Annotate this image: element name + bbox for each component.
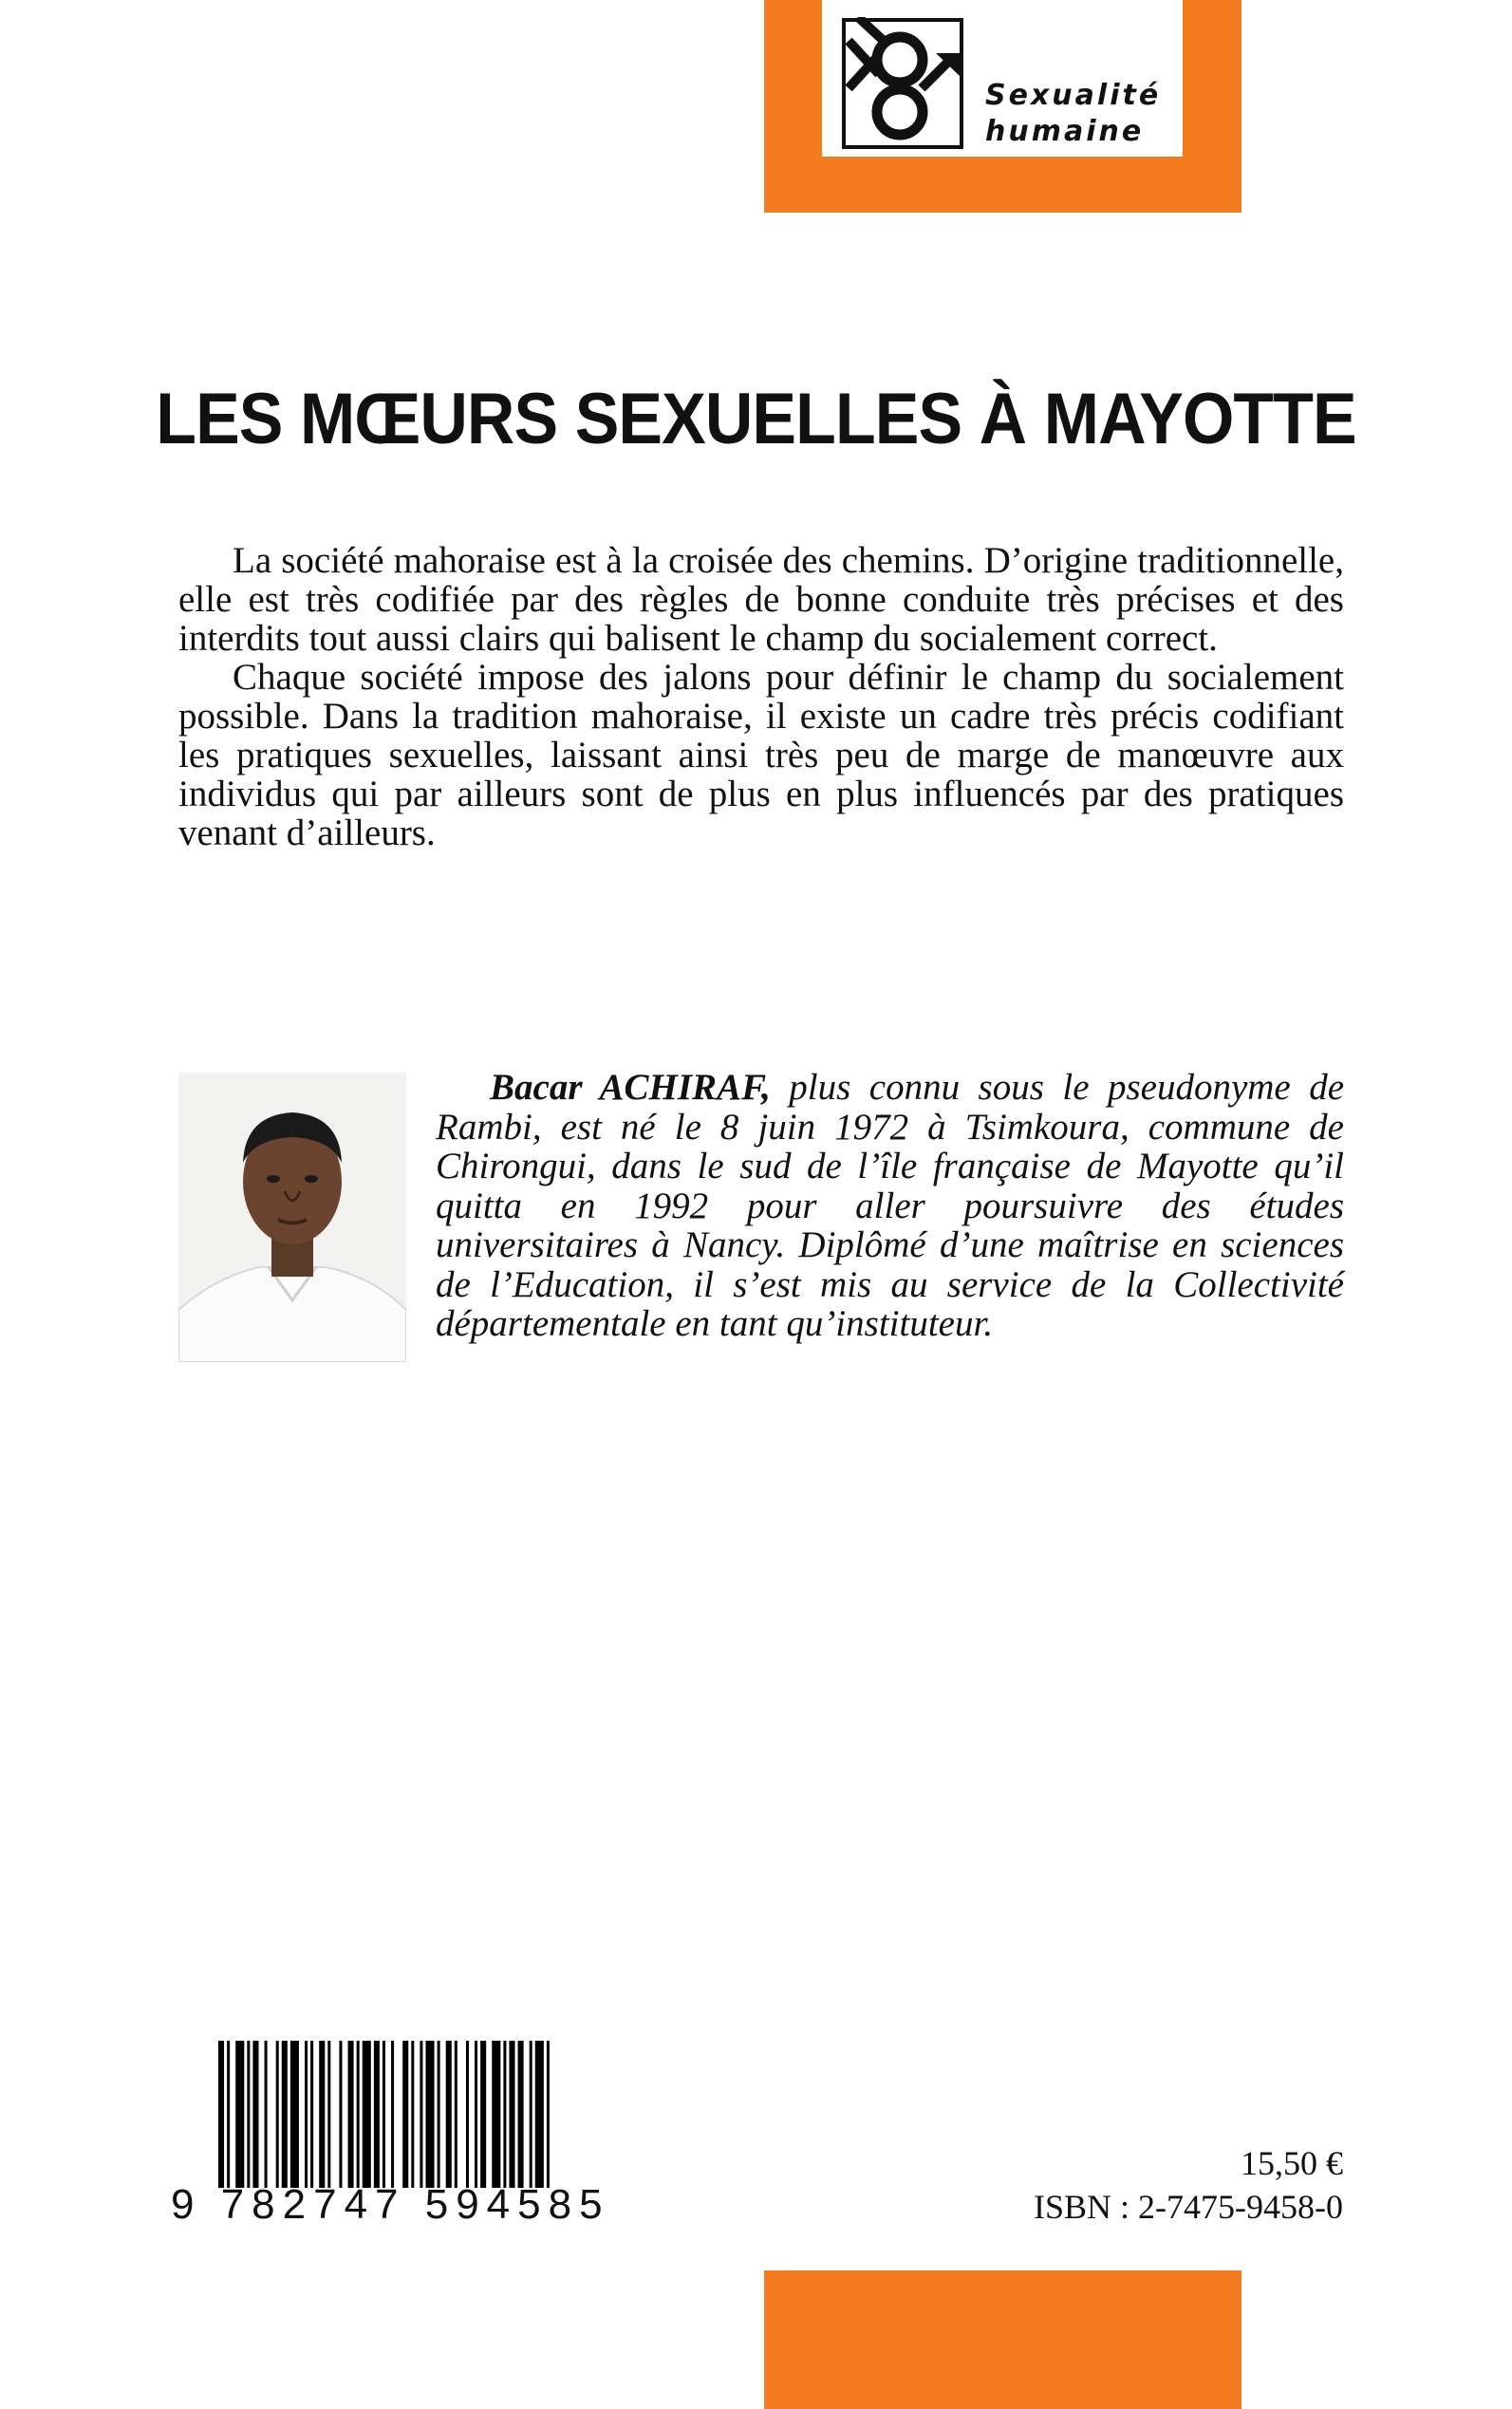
barcode-bar bbox=[547, 2041, 550, 2188]
blurb-paragraph-1: La société mahoraise est à la croisée des chemins. D’origine traditionnelle, elle est très codifiée par des règles de bonne conduite très précises et des interdits tout aussi clairs qui balisent le champ du socialement correct. bbox=[178, 540, 1344, 659]
barcode-bar bbox=[310, 2041, 313, 2188]
barcode-bar bbox=[227, 2041, 230, 2188]
barcode-digits: 9 782747 594585 bbox=[171, 2181, 610, 2228]
series-name-line-2: humaine bbox=[985, 115, 1145, 148]
series-name bbox=[985, 78, 1161, 150]
barcode-bar bbox=[319, 2041, 325, 2188]
barcode-bar bbox=[363, 2041, 371, 2188]
barcode-bar bbox=[218, 2041, 224, 2188]
barcode-bar bbox=[535, 2041, 544, 2188]
blurb-paragraph-2: Chaque société impose des jalons pour définir le champ du socialement possible. Dans la tradition mahoraise, il existe un cadre très précis codifiant les pratiques sexuelles, laissant ainsi très peu de marge de manœuvre aux individus qui par ailleurs sont de plus en plus influencés par des pratiques venant d’ailleurs. bbox=[178, 657, 1344, 853]
barcode-bar bbox=[348, 2041, 354, 2188]
barcode-bar bbox=[503, 2041, 506, 2188]
barcode-bar bbox=[466, 2041, 469, 2188]
barcode-bar bbox=[420, 2041, 422, 2188]
author-biography bbox=[436, 1068, 1344, 1344]
bottom-orange-band bbox=[764, 2270, 1241, 2409]
barcode-bar bbox=[290, 2041, 299, 2188]
series-label-box bbox=[822, 0, 1183, 157]
barcode-bar bbox=[327, 2041, 330, 2188]
barcode-bars bbox=[218, 2041, 555, 2188]
barcode-bar bbox=[265, 2041, 268, 2188]
barcode-bar bbox=[235, 2041, 244, 2188]
barcode-bar bbox=[425, 2041, 434, 2188]
barcode-bar bbox=[252, 2041, 258, 2188]
author-bio-text: plus connu sous le pseudonyme de Rambi, est né le 8 juin 1972 à Tsimkoura, commune de Chirongui, dans le sud de l’île française de Mayotte qu’il quitta en 1992 pour aller poursuivre des études universitaires à Nancy. Diplômé d’une maîtrise en sciences de l’Education, il s’est mis au service de la Collectivité départementale en tant qu’instituteur. bbox=[436, 1067, 1345, 1344]
barcode-bar bbox=[438, 2041, 440, 2188]
barcode-bar bbox=[455, 2041, 457, 2188]
book-title: LES MŒURS SEXUELLES À MAYOTTE bbox=[156, 379, 1356, 459]
barcode-bar bbox=[247, 2041, 250, 2188]
gender-symbols-logo-icon bbox=[841, 17, 964, 150]
barcode-bar bbox=[357, 2041, 360, 2188]
barcode-bar bbox=[339, 2041, 342, 2188]
author-photo bbox=[178, 1073, 406, 1362]
author-name: Bacar ACHIRAF, bbox=[490, 1067, 771, 1108]
isbn: ISBN : 2-7475-9458-0 bbox=[1034, 2188, 1343, 2226]
barcode-bar bbox=[411, 2041, 414, 2188]
price: 15,50 € bbox=[1241, 2144, 1343, 2182]
barcode-bar bbox=[480, 2041, 486, 2188]
barcode-bar bbox=[446, 2041, 452, 2188]
barcode-bar bbox=[276, 2041, 279, 2188]
barcode-bar bbox=[374, 2041, 380, 2188]
back-cover-blurb bbox=[178, 541, 1344, 852]
barcode-bar bbox=[518, 2041, 524, 2188]
barcode-bar bbox=[492, 2041, 500, 2188]
barcode-bar bbox=[305, 2041, 308, 2188]
author-portrait-icon bbox=[178, 1073, 406, 1362]
barcode-bar bbox=[475, 2041, 477, 2188]
series-name-line-1: Sexualité bbox=[985, 79, 1162, 112]
barcode-bar bbox=[509, 2041, 514, 2188]
barcode-bar bbox=[383, 2041, 385, 2188]
barcode-bar bbox=[402, 2041, 408, 2188]
barcode-bar bbox=[530, 2041, 532, 2188]
isbn-barcode bbox=[171, 2041, 610, 2250]
barcode-bar bbox=[391, 2041, 394, 2188]
barcode-bar bbox=[282, 2041, 288, 2188]
